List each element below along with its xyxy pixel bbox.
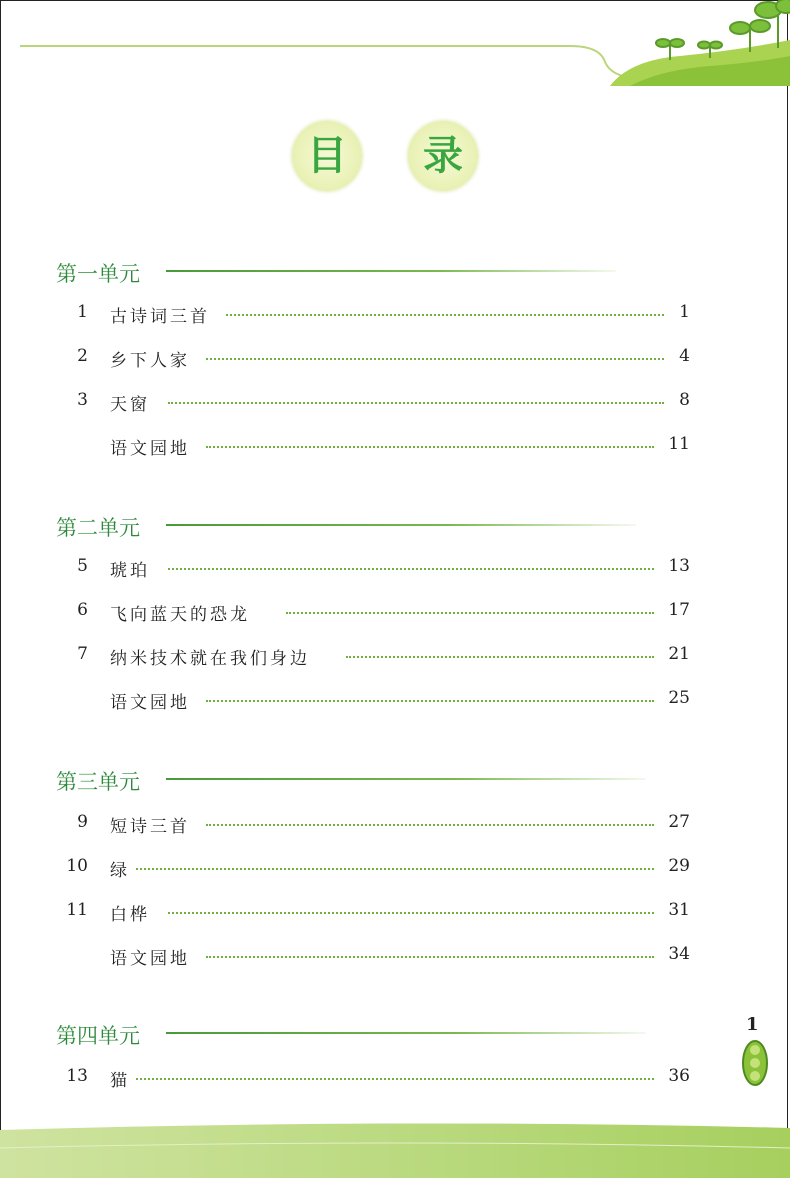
toc-entry[interactable] [56,554,690,580]
toc-entry[interactable] [56,942,690,968]
leader-dots [206,446,654,448]
unit-heading: 第二单元 [56,516,140,540]
lesson-number: 7 [77,644,88,664]
page-ref: 34 [664,944,690,964]
toc-entry[interactable] [56,388,690,414]
page-ref: 17 [664,600,690,620]
leader-dots [346,656,654,658]
page-ref: 21 [664,644,690,664]
unit-rule [166,778,646,780]
lesson-number: 13 [66,1066,88,1086]
footer-decoration [0,1108,790,1178]
page-ref: 29 [664,856,690,876]
toc-entry[interactable] [56,854,690,880]
page-ref: 31 [664,900,690,920]
lesson-title: 语文园地 [110,944,196,969]
unit-heading: 第四单元 [56,1024,140,1048]
toc-entry[interactable] [56,898,690,924]
leader-dots [136,868,654,870]
leader-dots [206,700,654,702]
page-ref: 1 [675,302,690,322]
lesson-title: 飞向蓝天的恐龙 [110,600,256,625]
toc-entry[interactable] [56,810,690,836]
toc-entry[interactable] [56,1064,690,1090]
toc-entry[interactable] [56,300,690,326]
leader-dots [206,956,654,958]
title-char-1: 目 [307,133,347,179]
lesson-number: 6 [77,600,88,620]
page-ref: 13 [664,556,690,576]
leader-dots [206,358,664,360]
lesson-number: 2 [77,346,88,366]
toc-entry[interactable] [56,642,690,668]
unit-rule [166,524,636,526]
page-ref: 25 [664,688,690,708]
lesson-number: 3 [77,390,88,410]
unit-heading: 第三单元 [56,770,140,794]
leader-dots [168,568,654,570]
page-number: 1 [746,1014,759,1035]
pea-pod-icon [738,1038,772,1088]
lesson-title: 古诗词三首 [110,302,216,327]
lesson-number: 1 [77,302,88,322]
sprout-hill-icon [600,0,790,86]
page-ref: 4 [675,346,690,366]
lesson-title: 乡下人家 [110,346,196,371]
leader-dots [206,824,654,826]
lesson-title: 绿 [110,856,136,881]
leader-dots [168,402,664,404]
lesson-title: 短诗三首 [110,812,196,837]
toc-entry[interactable] [56,598,690,624]
lesson-title: 纳米技术就在我们身边 [110,644,316,669]
leader-dots [286,612,654,614]
leader-dots [168,912,654,914]
toc-entry[interactable] [56,344,690,370]
lesson-number: 10 [66,856,88,876]
toc-entry[interactable] [56,686,690,712]
unit-rule [166,1032,646,1034]
page-ref: 11 [664,434,690,454]
page-ref: 8 [675,390,690,410]
unit-heading: 第一单元 [56,262,140,286]
unit-rule [166,270,616,272]
leader-dots [136,1078,654,1080]
page-ref: 36 [664,1066,690,1086]
lesson-title: 猫 [110,1066,136,1091]
page-ref: 27 [664,812,690,832]
lesson-title: 语文园地 [110,688,196,713]
lesson-title: 天窗 [110,390,156,415]
leader-dots [226,314,664,316]
lesson-number: 11 [66,900,88,920]
lesson-title: 语文园地 [110,434,196,459]
lesson-title: 白桦 [110,900,156,925]
toc-heading [0,118,790,198]
toc-entry[interactable] [56,432,690,458]
lesson-title: 琥珀 [110,556,156,581]
lesson-number: 5 [77,556,88,576]
title-char-2: 录 [423,133,463,179]
lesson-number: 9 [77,812,88,832]
